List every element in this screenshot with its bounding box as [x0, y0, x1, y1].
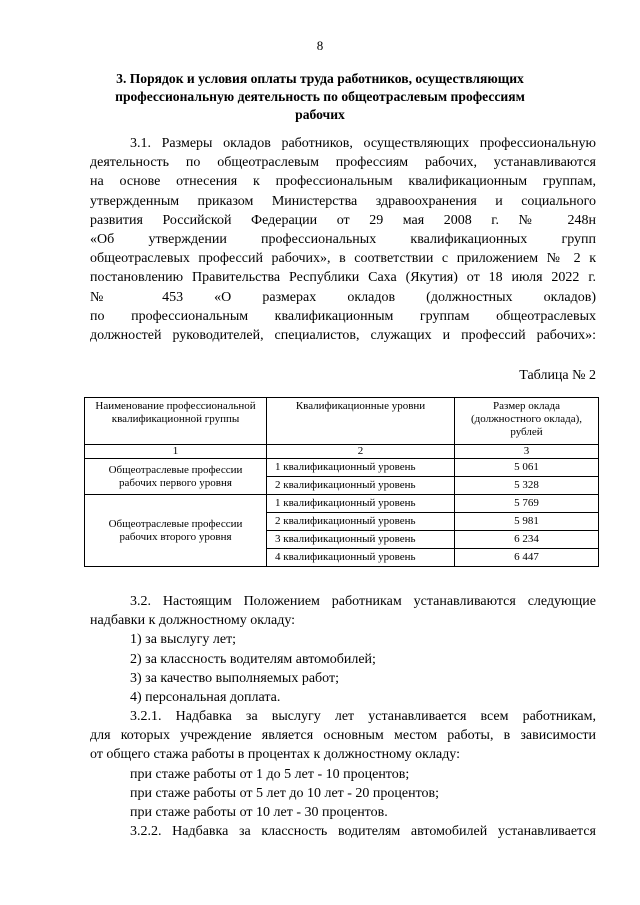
column-header: Квалификационные уровни: [267, 398, 455, 445]
salary-table: [84, 397, 599, 567]
level-cell: 2 квалификационный уровень: [267, 477, 455, 495]
text-line: деятельность по общеотраслевым профессиям рабочих, устанавливаются: [90, 155, 596, 171]
section-title-line: профессиональную деятельность по общеотраслевым профессиям: [115, 89, 525, 104]
salary-cell: 6 234: [455, 531, 599, 549]
column-number: 3: [455, 445, 599, 459]
text-line: 3.2.1. Надбавка за выслугу лет устанавливается всем работникам,: [130, 709, 596, 724]
paragraph-3-2-2: [90, 822, 596, 841]
allowance-item: 4) персональная доплата.: [130, 689, 281, 705]
text-line: 3.2.2. Надбавка за классность водителям автомобилей устанавливается: [130, 824, 596, 839]
column-header: Наименование профессиональной квалификационной группы: [85, 398, 267, 445]
salary-cell: 5 328: [455, 477, 599, 495]
allowance-item: 1) за выслугу лет;: [130, 632, 237, 648]
column-number: 1: [85, 445, 267, 459]
column-header: Размер оклада (должностного оклада), рублей: [455, 398, 599, 445]
table-caption: Таблица № 2: [519, 368, 596, 383]
text-line: постановлению Правительства Республики Саха (Якутия) от 18 июля 2022 г.: [90, 270, 596, 286]
level-cell: 1 квалификационный уровень: [267, 495, 455, 513]
text-line: «Об утверждении профессиональных квалификационных групп: [90, 231, 596, 247]
text-line: 3.1. Размеры окладов работников, осуществляющих профессиональную: [130, 136, 596, 151]
text-line: надбавки к должностному окладу:: [90, 613, 296, 629]
group-name-cell: Общеотраслевые профессии рабочих второго уровня: [85, 495, 267, 567]
section-title-line: 3. Порядок и условия оплаты труда работников, осуществляющих: [116, 71, 524, 86]
text-line: от общего стажа работы в процентах к должностному окладу:: [90, 747, 461, 763]
table-row: [85, 459, 599, 477]
salary-cell: 5 061: [455, 459, 599, 477]
text-line: утвержденным приказом Министерства здравоохранения и социального: [90, 193, 596, 209]
text-line: для которых учреждение является основным местом работы, в зависимости: [90, 728, 596, 744]
level-cell: 3 квалификационный уровень: [267, 531, 455, 549]
allowance-item: 2) за классность водителям автомобилей;: [130, 651, 376, 667]
section-title: [100, 70, 540, 124]
salary-cell: 5 981: [455, 513, 599, 531]
text-line: по профессиональным квалификационным группам общеотраслевых: [90, 308, 596, 324]
column-number: 2: [267, 445, 455, 459]
text-line: 3.2. Настоящим Положением работникам устанавливаются следующие: [130, 594, 596, 609]
section-title-line: рабочих: [295, 107, 345, 122]
paragraph-3-2: [90, 592, 596, 707]
level-cell: 1 квалификационный уровень: [267, 459, 455, 477]
level-cell: 4 квалификационный уровень: [267, 549, 455, 567]
experience-rate: при стаже работы от 5 лет до 10 лет - 20 процентов;: [130, 785, 440, 801]
text-line: № 453 «О размерах окладов (должностных окладов): [90, 289, 596, 305]
text-line: развития Российской Федерации от 29 мая 2008 г. № 248н: [90, 212, 596, 228]
paragraph-3-2-1: [90, 707, 596, 822]
column-number-row: [85, 445, 599, 459]
salary-cell: 6 447: [455, 549, 599, 567]
level-cell: 2 квалификационный уровень: [267, 513, 455, 531]
page-number: 8: [316, 38, 324, 53]
allowance-item: 3) за качество выполняемых работ;: [130, 670, 339, 686]
salary-cell: 5 769: [455, 495, 599, 513]
experience-rate: при стаже работы от 10 лет - 30 процентов.: [130, 804, 388, 820]
text-line: общеотраслевых профессий рабочих», в соответствии с приложением № 2 к: [90, 251, 596, 267]
table-row: [85, 495, 599, 513]
text-line: должностей руководителей, специалистов, служащих и профессий рабочих»:: [90, 327, 596, 343]
table-header-row: [85, 398, 599, 445]
group-name-cell: Общеотраслевые профессии рабочих первого уровня: [85, 459, 267, 495]
paragraph-3-1: [90, 134, 596, 345]
experience-rate: при стаже работы от 1 до 5 лет - 10 процентов;: [130, 766, 410, 782]
text-line: на основе отнесения к профессиональным квалификационным группам,: [90, 174, 596, 190]
